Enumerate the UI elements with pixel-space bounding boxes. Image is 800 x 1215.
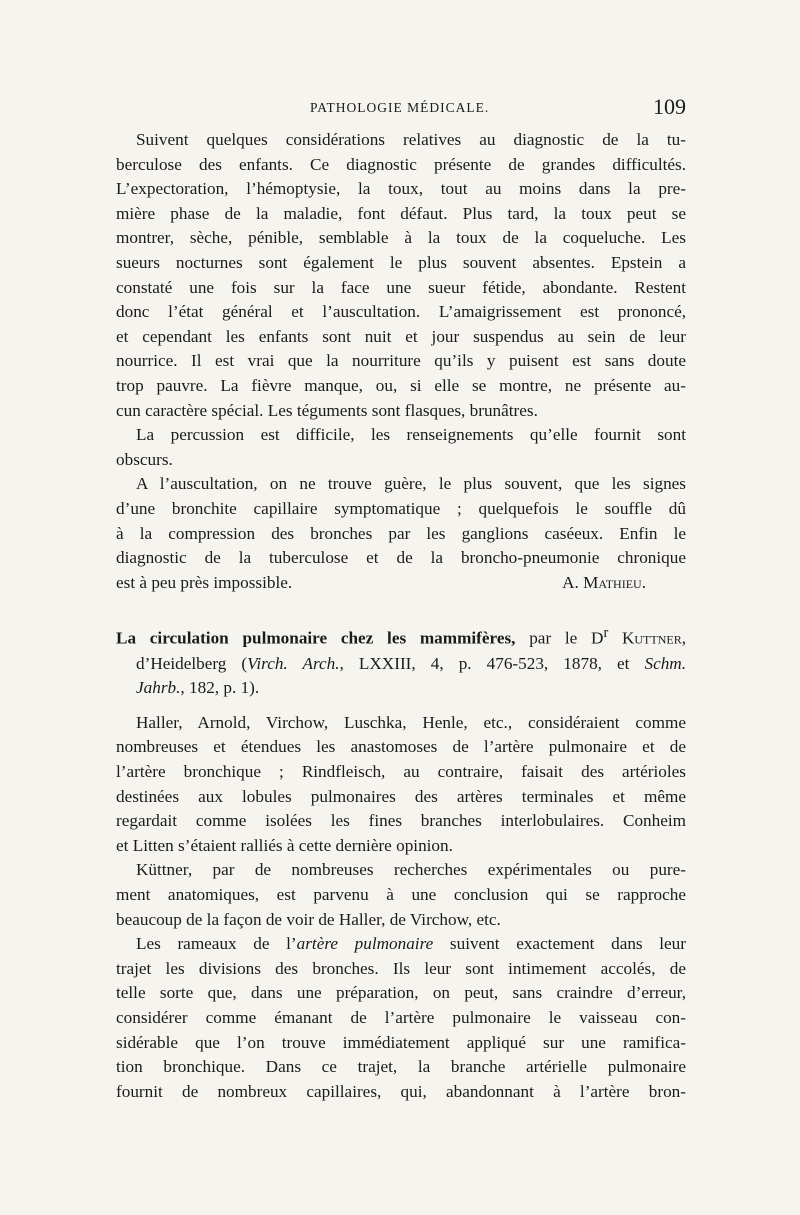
- section-gap: [116, 595, 686, 621]
- page-header: [116, 94, 686, 124]
- text-line: tion bronchique. Dans ce trajet, la branche artérielle pulmonaire: [116, 1057, 686, 1077]
- text-fragment: Les rameaux de l’: [136, 934, 297, 954]
- signature-line: [116, 571, 686, 596]
- ref-text: d’Heidelberg (: [136, 653, 248, 673]
- text-line: beaucoup de la façon de voir de Haller, de Virchow, etc.: [116, 909, 501, 929]
- journal-name: Schm.: [644, 653, 687, 673]
- text-line: A l’auscultation, on ne trouve guère, le plus souvent, que les signes: [136, 474, 686, 494]
- text-line: est à peu près impossible.: [116, 572, 293, 592]
- title-by: par le D: [515, 629, 604, 649]
- journal-name: Virch. Arch.: [247, 653, 340, 673]
- text-line: berculose des enfants. Ce diagnostic présente de grandes difficultés.: [116, 154, 686, 174]
- text-fragment: suivent exactement dans leur: [433, 934, 686, 954]
- running-title: PATHOLOGIE MÉDICALE.: [310, 100, 490, 115]
- emphasis-text: artère pulmonaire: [296, 934, 434, 954]
- text-line: trop pauvre. La fièvre manque, ou, si elle se montre, ne présente au-: [116, 375, 686, 395]
- text-line: sidérable que l’on trouve immédiatement appliqué sur une ramifica-: [116, 1032, 686, 1052]
- text-line: et cependant les enfants sont nuit et jour suspendus au sein de leur: [116, 326, 686, 346]
- page-body: [116, 128, 686, 1104]
- text-line: considérer comme émanant de l’artère pulmonaire le vaisseau con-: [116, 1007, 686, 1027]
- article-author: Kuttner: [621, 629, 682, 649]
- title-end: ,: [681, 629, 687, 649]
- text-line: Küttner, par de nombreuses recherches expérimentales ou pure-: [136, 860, 686, 880]
- text-line: Suivent quelques considérations relatives au diagnostic de la tu-: [136, 130, 686, 149]
- text-line: telle sorte que, dans une préparation, on peut, sans craindre d’erreur,: [116, 983, 686, 1003]
- text-line: nourrice. Il est vrai que la nourriture qu’ils y puisent est sans doute: [116, 351, 686, 371]
- text-line: La percussion est difficile, les renseignements qu’elle fournit sont: [136, 425, 686, 445]
- text-line: l’artère bronchique ; Rindfleisch, au contraire, faisait des artérioles: [116, 761, 686, 781]
- page-number: 109: [653, 94, 686, 119]
- text-line: Haller, Arnold, Virchow, Luschka, Henle, etc., considéraient comme: [136, 712, 686, 732]
- text-line: obscurs.: [116, 449, 173, 469]
- text-line: L’expectoration, l’hémoptysie, la toux, tout au moins dans la pre-: [116, 179, 686, 199]
- article-heading: [116, 621, 686, 651]
- text-line: regardait comme isolées les fines branches interlobulaires. Conheim: [116, 811, 686, 831]
- journal-name: Jahrb.: [136, 678, 181, 698]
- text-line: trajet les divisions des bronches. Ils leur sont intimement accolés, de: [116, 958, 686, 978]
- article-reference: [116, 652, 686, 677]
- text-line: d’une bronchite capillaire symptomatique ; quelquefois le souffle dû: [116, 498, 686, 518]
- text-line: constaté une fois sur la face une sueur fétide, abondante. Restent: [116, 277, 686, 297]
- text-line: destinées aux lobules pulmonaires des artères terminales et même: [116, 786, 686, 806]
- title-sup: r: [603, 625, 609, 642]
- text-line: cun caractère spécial. Les téguments sont flasques, brunâtres.: [116, 400, 538, 420]
- text-line: [116, 932, 686, 957]
- text-line: mière phase de la maladie, font défaut. Plus tard, la toux peut se: [116, 203, 686, 223]
- section-gap: [116, 701, 686, 711]
- author-signature: A. Mathieu.: [562, 572, 646, 592]
- ref-text: , LXXIII, 4, p. 476-523, 1878, et: [339, 653, 645, 673]
- text-line: montrer, sèche, pénible, semblable à la toux de la coqueluche. Les: [116, 228, 686, 248]
- article-title: La circulation pulmonaire chez les mammifères,: [116, 629, 516, 649]
- text-line: à la compression des bronches par les ganglions caséeux. Enfin le: [116, 523, 686, 543]
- article-reference: [116, 676, 686, 701]
- text-line: et Litten s’étaient ralliés à cette dernière opinion.: [116, 835, 453, 855]
- text-line: donc l’état général et l’auscultation. L’amaigrissement est prononcé,: [116, 302, 686, 322]
- text-line: sueurs nocturnes sont également le plus souvent absentes. Epstein a: [116, 252, 686, 272]
- text-line: diagnostic de la tuberculose et de la broncho-pneumonie chronique: [116, 548, 686, 568]
- ref-text: , 182, p. 1).: [180, 678, 260, 698]
- text-line: fournit de nombreux capillaires, qui, abandonnant à l’artère bron-: [116, 1081, 686, 1101]
- text-line: ment anatomiques, est parvenu à une conclusion qui se rapproche: [116, 884, 686, 904]
- text-line: nombreuses et étendues les anastomoses de l’artère pulmonaire et de: [116, 737, 686, 757]
